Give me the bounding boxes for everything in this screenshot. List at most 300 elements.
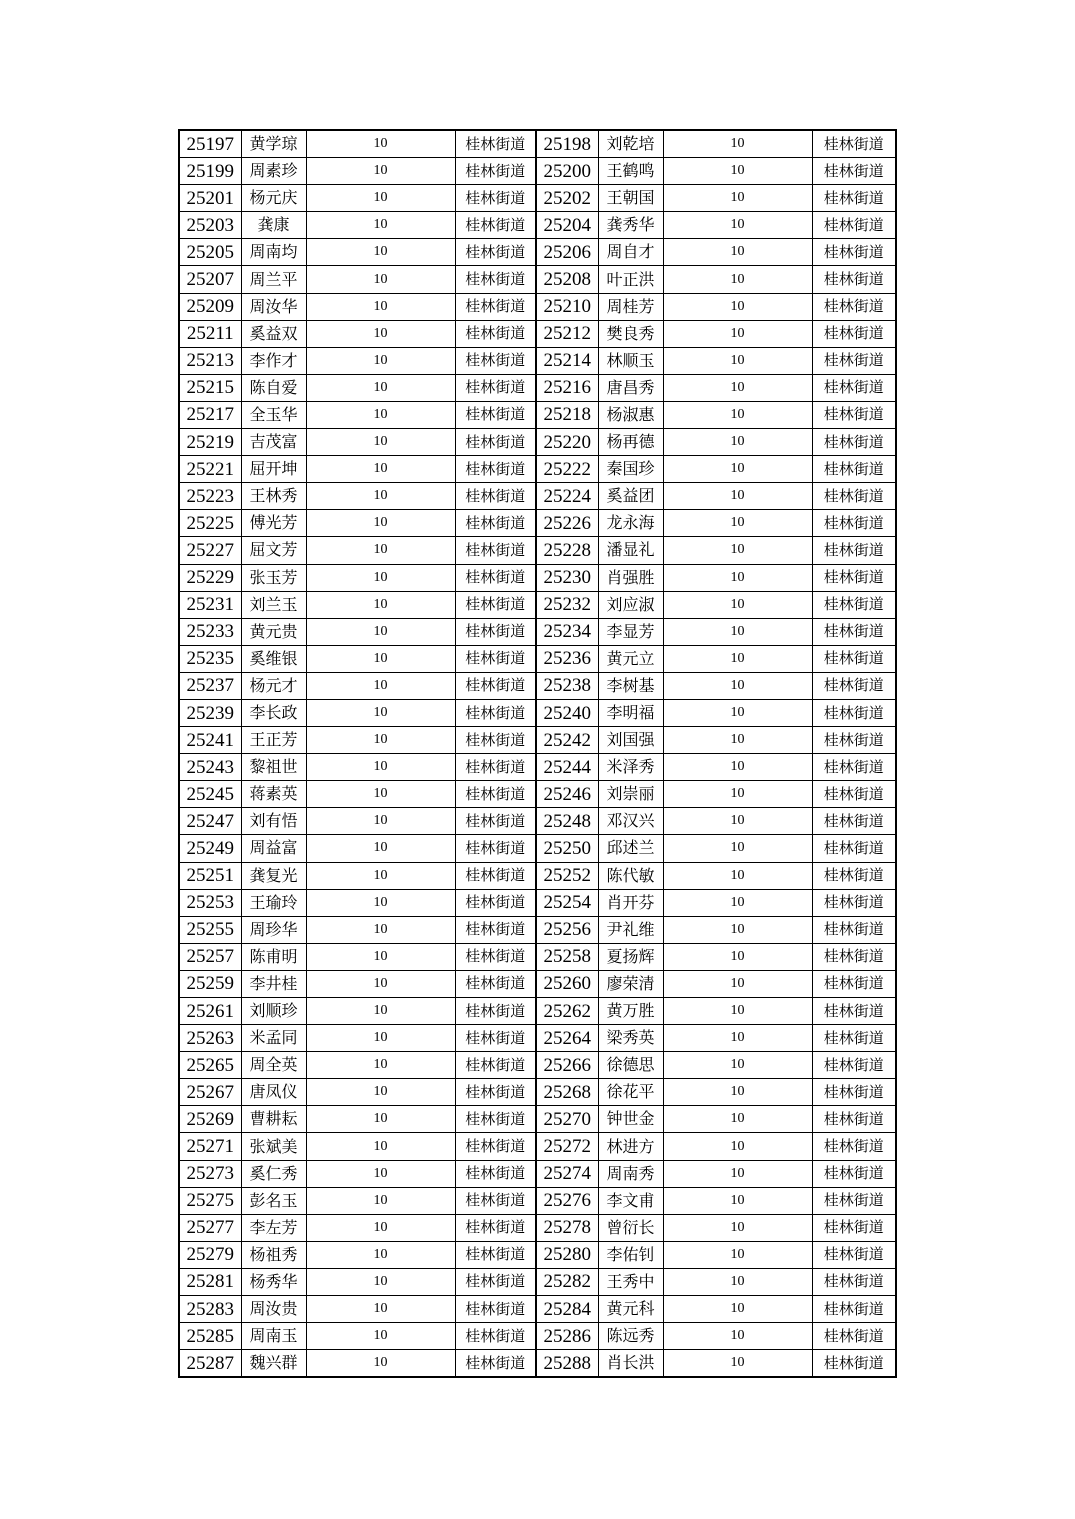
table-row — [179, 1323, 896, 1350]
table-row — [179, 1214, 896, 1241]
table-row — [179, 754, 896, 781]
left-person-name-cell: 龚复光 — [241, 862, 306, 889]
right-record-id-cell: 25258 — [536, 943, 598, 970]
left-street-name-cell: 桂林街道 — [455, 1160, 536, 1187]
left-person-name-cell: 奚益双 — [241, 320, 306, 347]
left-street-name-cell: 桂林街道 — [455, 1323, 536, 1350]
left-record-id-cell: 25249 — [179, 835, 241, 862]
right-amount-cell: 10 — [663, 943, 812, 970]
left-amount-cell: 10 — [306, 347, 455, 374]
right-record-id-cell: 25226 — [536, 510, 598, 537]
right-record-id-cell: 25232 — [536, 591, 598, 618]
left-street-name-cell: 桂林街道 — [455, 970, 536, 997]
right-amount-cell: 10 — [663, 1296, 812, 1323]
right-person-name-cell: 唐昌秀 — [598, 374, 663, 401]
right-person-name-cell: 黄元科 — [598, 1296, 663, 1323]
right-amount-cell: 10 — [663, 1241, 812, 1268]
left-street-name-cell: 桂林街道 — [455, 185, 536, 212]
table-row — [179, 591, 896, 618]
left-person-name-cell: 张斌美 — [241, 1133, 306, 1160]
table-row — [179, 1133, 896, 1160]
right-amount-cell: 10 — [663, 347, 812, 374]
right-person-name-cell: 李佑钊 — [598, 1241, 663, 1268]
left-street-name-cell: 桂林街道 — [455, 564, 536, 591]
right-person-name-cell: 刘国强 — [598, 727, 663, 754]
left-person-name-cell: 陈甫明 — [241, 943, 306, 970]
right-street-name-cell: 桂林街道 — [812, 537, 896, 564]
right-person-name-cell: 林顺玉 — [598, 347, 663, 374]
right-amount-cell: 10 — [663, 130, 812, 158]
left-street-name-cell: 桂林街道 — [455, 754, 536, 781]
right-street-name-cell: 桂林街道 — [812, 185, 896, 212]
right-person-name-cell: 王朝国 — [598, 185, 663, 212]
left-amount-cell: 10 — [306, 212, 455, 239]
left-person-name-cell: 屈文芳 — [241, 537, 306, 564]
roster-body — [179, 130, 896, 1377]
left-street-name-cell: 桂林街道 — [455, 456, 536, 483]
right-street-name-cell: 桂林街道 — [812, 239, 896, 266]
left-record-id-cell: 25245 — [179, 781, 241, 808]
left-street-name-cell: 桂林街道 — [455, 943, 536, 970]
right-record-id-cell: 25246 — [536, 781, 598, 808]
table-row — [179, 645, 896, 672]
left-record-id-cell: 25253 — [179, 889, 241, 916]
left-record-id-cell: 25221 — [179, 456, 241, 483]
table-row — [179, 835, 896, 862]
table-row — [179, 1268, 896, 1295]
left-record-id-cell: 25255 — [179, 916, 241, 943]
left-amount-cell: 10 — [306, 943, 455, 970]
left-person-name-cell: 唐凤仪 — [241, 1079, 306, 1106]
left-amount-cell: 10 — [306, 456, 455, 483]
left-person-name-cell: 王瑜玲 — [241, 889, 306, 916]
right-amount-cell: 10 — [663, 1052, 812, 1079]
right-street-name-cell: 桂林街道 — [812, 1241, 896, 1268]
right-record-id-cell: 25272 — [536, 1133, 598, 1160]
right-record-id-cell: 25212 — [536, 320, 598, 347]
right-record-id-cell: 25220 — [536, 429, 598, 456]
left-record-id-cell: 25285 — [179, 1323, 241, 1350]
left-street-name-cell: 桂林街道 — [455, 293, 536, 320]
left-record-id-cell: 25239 — [179, 699, 241, 726]
left-street-name-cell: 桂林街道 — [455, 266, 536, 293]
table-row — [179, 998, 896, 1025]
left-amount-cell: 10 — [306, 1025, 455, 1052]
right-street-name-cell: 桂林街道 — [812, 130, 896, 158]
left-street-name-cell: 桂林街道 — [455, 645, 536, 672]
left-person-name-cell: 周素珍 — [241, 158, 306, 185]
right-street-name-cell: 桂林街道 — [812, 401, 896, 428]
table-row — [179, 1187, 896, 1214]
table-row — [179, 510, 896, 537]
left-amount-cell: 10 — [306, 1241, 455, 1268]
right-street-name-cell: 桂林街道 — [812, 781, 896, 808]
right-street-name-cell: 桂林街道 — [812, 645, 896, 672]
left-record-id-cell: 25217 — [179, 401, 241, 428]
right-record-id-cell: 25240 — [536, 699, 598, 726]
right-amount-cell: 10 — [663, 699, 812, 726]
right-street-name-cell: 桂林街道 — [812, 1296, 896, 1323]
table-row — [179, 1241, 896, 1268]
left-record-id-cell: 25207 — [179, 266, 241, 293]
right-amount-cell: 10 — [663, 835, 812, 862]
left-record-id-cell: 25287 — [179, 1350, 241, 1378]
left-record-id-cell: 25211 — [179, 320, 241, 347]
right-amount-cell: 10 — [663, 564, 812, 591]
table-row — [179, 564, 896, 591]
left-person-name-cell: 刘兰玉 — [241, 591, 306, 618]
left-person-name-cell: 刘有悟 — [241, 808, 306, 835]
right-street-name-cell: 桂林街道 — [812, 158, 896, 185]
table-row — [179, 1079, 896, 1106]
left-person-name-cell: 李井桂 — [241, 970, 306, 997]
right-amount-cell: 10 — [663, 185, 812, 212]
left-person-name-cell: 全玉华 — [241, 401, 306, 428]
right-person-name-cell: 杨再德 — [598, 429, 663, 456]
right-record-id-cell: 25210 — [536, 293, 598, 320]
right-record-id-cell: 25266 — [536, 1052, 598, 1079]
left-amount-cell: 10 — [306, 808, 455, 835]
left-amount-cell: 10 — [306, 591, 455, 618]
right-person-name-cell: 肖强胜 — [598, 564, 663, 591]
left-person-name-cell: 傅光芳 — [241, 510, 306, 537]
right-street-name-cell: 桂林街道 — [812, 1187, 896, 1214]
right-amount-cell: 10 — [663, 1025, 812, 1052]
table-row — [179, 943, 896, 970]
left-record-id-cell: 25265 — [179, 1052, 241, 1079]
right-amount-cell: 10 — [663, 212, 812, 239]
left-street-name-cell: 桂林街道 — [455, 862, 536, 889]
right-amount-cell: 10 — [663, 374, 812, 401]
right-amount-cell: 10 — [663, 808, 812, 835]
left-record-id-cell: 25197 — [179, 130, 241, 158]
left-street-name-cell: 桂林街道 — [455, 889, 536, 916]
left-person-name-cell: 奚仁秀 — [241, 1160, 306, 1187]
right-record-id-cell: 25288 — [536, 1350, 598, 1378]
table-row — [179, 862, 896, 889]
right-record-id-cell: 25214 — [536, 347, 598, 374]
right-person-name-cell: 陈远秀 — [598, 1323, 663, 1350]
right-amount-cell: 10 — [663, 1268, 812, 1295]
table-row — [179, 970, 896, 997]
right-amount-cell: 10 — [663, 1160, 812, 1187]
right-amount-cell: 10 — [663, 672, 812, 699]
right-record-id-cell: 25286 — [536, 1323, 598, 1350]
left-amount-cell: 10 — [306, 672, 455, 699]
right-record-id-cell: 25242 — [536, 727, 598, 754]
right-amount-cell: 10 — [663, 456, 812, 483]
right-record-id-cell: 25206 — [536, 239, 598, 266]
table-row — [179, 889, 896, 916]
left-person-name-cell: 李长政 — [241, 699, 306, 726]
left-street-name-cell: 桂林街道 — [455, 1268, 536, 1295]
left-amount-cell: 10 — [306, 1268, 455, 1295]
left-person-name-cell: 蒋素英 — [241, 781, 306, 808]
right-person-name-cell: 王秀中 — [598, 1268, 663, 1295]
left-record-id-cell: 25233 — [179, 618, 241, 645]
left-record-id-cell: 25275 — [179, 1187, 241, 1214]
left-record-id-cell: 25269 — [179, 1106, 241, 1133]
left-street-name-cell: 桂林街道 — [455, 699, 536, 726]
right-amount-cell: 10 — [663, 429, 812, 456]
left-record-id-cell: 25209 — [179, 293, 241, 320]
right-person-name-cell: 肖长洪 — [598, 1350, 663, 1378]
left-street-name-cell: 桂林街道 — [455, 347, 536, 374]
left-amount-cell: 10 — [306, 1160, 455, 1187]
right-amount-cell: 10 — [663, 862, 812, 889]
left-record-id-cell: 25273 — [179, 1160, 241, 1187]
left-record-id-cell: 25279 — [179, 1241, 241, 1268]
right-street-name-cell: 桂林街道 — [812, 862, 896, 889]
left-street-name-cell: 桂林街道 — [455, 510, 536, 537]
right-person-name-cell: 邱述兰 — [598, 835, 663, 862]
right-amount-cell: 10 — [663, 727, 812, 754]
left-amount-cell: 10 — [306, 889, 455, 916]
left-street-name-cell: 桂林街道 — [455, 1187, 536, 1214]
right-street-name-cell: 桂林街道 — [812, 456, 896, 483]
right-record-id-cell: 25204 — [536, 212, 598, 239]
right-street-name-cell: 桂林街道 — [812, 1160, 896, 1187]
left-person-name-cell: 周珍华 — [241, 916, 306, 943]
right-amount-cell: 10 — [663, 401, 812, 428]
left-person-name-cell: 张玉芳 — [241, 564, 306, 591]
right-street-name-cell: 桂林街道 — [812, 212, 896, 239]
table-row — [179, 130, 896, 158]
table-row — [179, 293, 896, 320]
right-record-id-cell: 25216 — [536, 374, 598, 401]
left-amount-cell: 10 — [306, 727, 455, 754]
left-record-id-cell: 25257 — [179, 943, 241, 970]
right-person-name-cell: 徐花平 — [598, 1079, 663, 1106]
left-street-name-cell: 桂林街道 — [455, 1241, 536, 1268]
right-person-name-cell: 林进方 — [598, 1133, 663, 1160]
left-record-id-cell: 25251 — [179, 862, 241, 889]
right-record-id-cell: 25200 — [536, 158, 598, 185]
table-row — [179, 158, 896, 185]
left-record-id-cell: 25281 — [179, 1268, 241, 1295]
left-amount-cell: 10 — [306, 293, 455, 320]
left-amount-cell: 10 — [306, 618, 455, 645]
left-amount-cell: 10 — [306, 970, 455, 997]
right-record-id-cell: 25218 — [536, 401, 598, 428]
left-record-id-cell: 25235 — [179, 645, 241, 672]
left-street-name-cell: 桂林街道 — [455, 537, 536, 564]
right-record-id-cell: 25252 — [536, 862, 598, 889]
left-amount-cell: 10 — [306, 374, 455, 401]
right-amount-cell: 10 — [663, 781, 812, 808]
left-record-id-cell: 25229 — [179, 564, 241, 591]
right-person-name-cell: 廖荣清 — [598, 970, 663, 997]
left-person-name-cell: 王正芳 — [241, 727, 306, 754]
left-street-name-cell: 桂林街道 — [455, 1350, 536, 1378]
right-record-id-cell: 25228 — [536, 537, 598, 564]
left-record-id-cell: 25203 — [179, 212, 241, 239]
right-street-name-cell: 桂林街道 — [812, 916, 896, 943]
right-street-name-cell: 桂林街道 — [812, 266, 896, 293]
table-row — [179, 672, 896, 699]
right-amount-cell: 10 — [663, 1214, 812, 1241]
right-amount-cell: 10 — [663, 1187, 812, 1214]
right-record-id-cell: 25248 — [536, 808, 598, 835]
right-person-name-cell: 樊良秀 — [598, 320, 663, 347]
left-amount-cell: 10 — [306, 699, 455, 726]
left-record-id-cell: 25237 — [179, 672, 241, 699]
right-street-name-cell: 桂林街道 — [812, 618, 896, 645]
left-amount-cell: 10 — [306, 1350, 455, 1378]
right-record-id-cell: 25208 — [536, 266, 598, 293]
right-person-name-cell: 周自才 — [598, 239, 663, 266]
left-street-name-cell: 桂林街道 — [455, 916, 536, 943]
left-street-name-cell: 桂林街道 — [455, 998, 536, 1025]
right-person-name-cell: 李明福 — [598, 699, 663, 726]
left-person-name-cell: 周南均 — [241, 239, 306, 266]
left-record-id-cell: 25261 — [179, 998, 241, 1025]
table-row — [179, 1296, 896, 1323]
left-street-name-cell: 桂林街道 — [455, 212, 536, 239]
left-amount-cell: 10 — [306, 510, 455, 537]
right-amount-cell: 10 — [663, 645, 812, 672]
left-record-id-cell: 25283 — [179, 1296, 241, 1323]
left-amount-cell: 10 — [306, 239, 455, 266]
right-street-name-cell: 桂林街道 — [812, 943, 896, 970]
right-person-name-cell: 钟世金 — [598, 1106, 663, 1133]
left-person-name-cell: 黄元贵 — [241, 618, 306, 645]
left-street-name-cell: 桂林街道 — [455, 320, 536, 347]
left-person-name-cell: 黄学琼 — [241, 130, 306, 158]
left-record-id-cell: 25243 — [179, 754, 241, 781]
left-person-name-cell: 彭名玉 — [241, 1187, 306, 1214]
right-street-name-cell: 桂林街道 — [812, 1268, 896, 1295]
right-record-id-cell: 25244 — [536, 754, 598, 781]
right-street-name-cell: 桂林街道 — [812, 347, 896, 374]
right-amount-cell: 10 — [663, 1323, 812, 1350]
left-amount-cell: 10 — [306, 130, 455, 158]
right-street-name-cell: 桂林街道 — [812, 591, 896, 618]
right-person-name-cell: 黄元立 — [598, 645, 663, 672]
table-row — [179, 916, 896, 943]
right-person-name-cell: 奚益团 — [598, 483, 663, 510]
table-row — [179, 401, 896, 428]
right-person-name-cell: 李树基 — [598, 672, 663, 699]
right-street-name-cell: 桂林街道 — [812, 374, 896, 401]
right-street-name-cell: 桂林街道 — [812, 1025, 896, 1052]
table-row — [179, 347, 896, 374]
right-amount-cell: 10 — [663, 320, 812, 347]
left-record-id-cell: 25227 — [179, 537, 241, 564]
table-row — [179, 483, 896, 510]
right-record-id-cell: 25202 — [536, 185, 598, 212]
left-person-name-cell: 陈自爱 — [241, 374, 306, 401]
right-street-name-cell: 桂林街道 — [812, 483, 896, 510]
left-record-id-cell: 25215 — [179, 374, 241, 401]
left-street-name-cell: 桂林街道 — [455, 483, 536, 510]
left-person-name-cell: 刘顺珍 — [241, 998, 306, 1025]
left-person-name-cell: 王林秀 — [241, 483, 306, 510]
left-amount-cell: 10 — [306, 835, 455, 862]
table-row — [179, 699, 896, 726]
left-record-id-cell: 25223 — [179, 483, 241, 510]
table-row — [179, 781, 896, 808]
left-record-id-cell: 25247 — [179, 808, 241, 835]
left-person-name-cell: 周南玉 — [241, 1323, 306, 1350]
left-person-name-cell: 周全英 — [241, 1052, 306, 1079]
right-record-id-cell: 25234 — [536, 618, 598, 645]
right-street-name-cell: 桂林街道 — [812, 970, 896, 997]
left-record-id-cell: 25219 — [179, 429, 241, 456]
left-amount-cell: 10 — [306, 320, 455, 347]
right-record-id-cell: 25278 — [536, 1214, 598, 1241]
right-amount-cell: 10 — [663, 537, 812, 564]
right-person-name-cell: 黄万胜 — [598, 998, 663, 1025]
left-street-name-cell: 桂林街道 — [455, 1106, 536, 1133]
left-record-id-cell: 25199 — [179, 158, 241, 185]
left-record-id-cell: 25271 — [179, 1133, 241, 1160]
left-person-name-cell: 杨元庆 — [241, 185, 306, 212]
right-person-name-cell: 梁秀英 — [598, 1025, 663, 1052]
right-amount-cell: 10 — [663, 510, 812, 537]
left-amount-cell: 10 — [306, 1052, 455, 1079]
right-person-name-cell: 王鹤鸣 — [598, 158, 663, 185]
table-row — [179, 1160, 896, 1187]
right-street-name-cell: 桂林街道 — [812, 808, 896, 835]
right-record-id-cell: 25284 — [536, 1296, 598, 1323]
left-person-name-cell: 杨秀华 — [241, 1268, 306, 1295]
right-amount-cell: 10 — [663, 1133, 812, 1160]
left-record-id-cell: 25213 — [179, 347, 241, 374]
right-street-name-cell: 桂林街道 — [812, 754, 896, 781]
left-person-name-cell: 周益富 — [241, 835, 306, 862]
right-record-id-cell: 25254 — [536, 889, 598, 916]
right-amount-cell: 10 — [663, 754, 812, 781]
left-amount-cell: 10 — [306, 266, 455, 293]
right-record-id-cell: 25274 — [536, 1160, 598, 1187]
right-amount-cell: 10 — [663, 1079, 812, 1106]
left-street-name-cell: 桂林街道 — [455, 1214, 536, 1241]
right-person-name-cell: 陈代敏 — [598, 862, 663, 889]
left-person-name-cell: 杨元才 — [241, 672, 306, 699]
right-record-id-cell: 25276 — [536, 1187, 598, 1214]
left-street-name-cell: 桂林街道 — [455, 672, 536, 699]
left-person-name-cell: 吉茂富 — [241, 429, 306, 456]
right-record-id-cell: 25260 — [536, 970, 598, 997]
right-person-name-cell: 曾衍长 — [598, 1214, 663, 1241]
left-amount-cell: 10 — [306, 754, 455, 781]
right-person-name-cell: 秦国珍 — [598, 456, 663, 483]
left-amount-cell: 10 — [306, 998, 455, 1025]
left-person-name-cell: 周汝贵 — [241, 1296, 306, 1323]
right-street-name-cell: 桂林街道 — [812, 1350, 896, 1378]
right-record-id-cell: 25224 — [536, 483, 598, 510]
left-street-name-cell: 桂林街道 — [455, 727, 536, 754]
left-person-name-cell: 黎祖世 — [241, 754, 306, 781]
right-street-name-cell: 桂林街道 — [812, 1106, 896, 1133]
left-street-name-cell: 桂林街道 — [455, 1296, 536, 1323]
left-amount-cell: 10 — [306, 1214, 455, 1241]
right-amount-cell: 10 — [663, 1350, 812, 1378]
table-row — [179, 212, 896, 239]
right-street-name-cell: 桂林街道 — [812, 320, 896, 347]
right-record-id-cell: 25230 — [536, 564, 598, 591]
left-street-name-cell: 桂林街道 — [455, 591, 536, 618]
left-street-name-cell: 桂林街道 — [455, 130, 536, 158]
left-amount-cell: 10 — [306, 185, 455, 212]
left-amount-cell: 10 — [306, 645, 455, 672]
right-street-name-cell: 桂林街道 — [812, 835, 896, 862]
right-person-name-cell: 夏扬辉 — [598, 943, 663, 970]
right-street-name-cell: 桂林街道 — [812, 1079, 896, 1106]
left-amount-cell: 10 — [306, 916, 455, 943]
right-person-name-cell: 龚秀华 — [598, 212, 663, 239]
